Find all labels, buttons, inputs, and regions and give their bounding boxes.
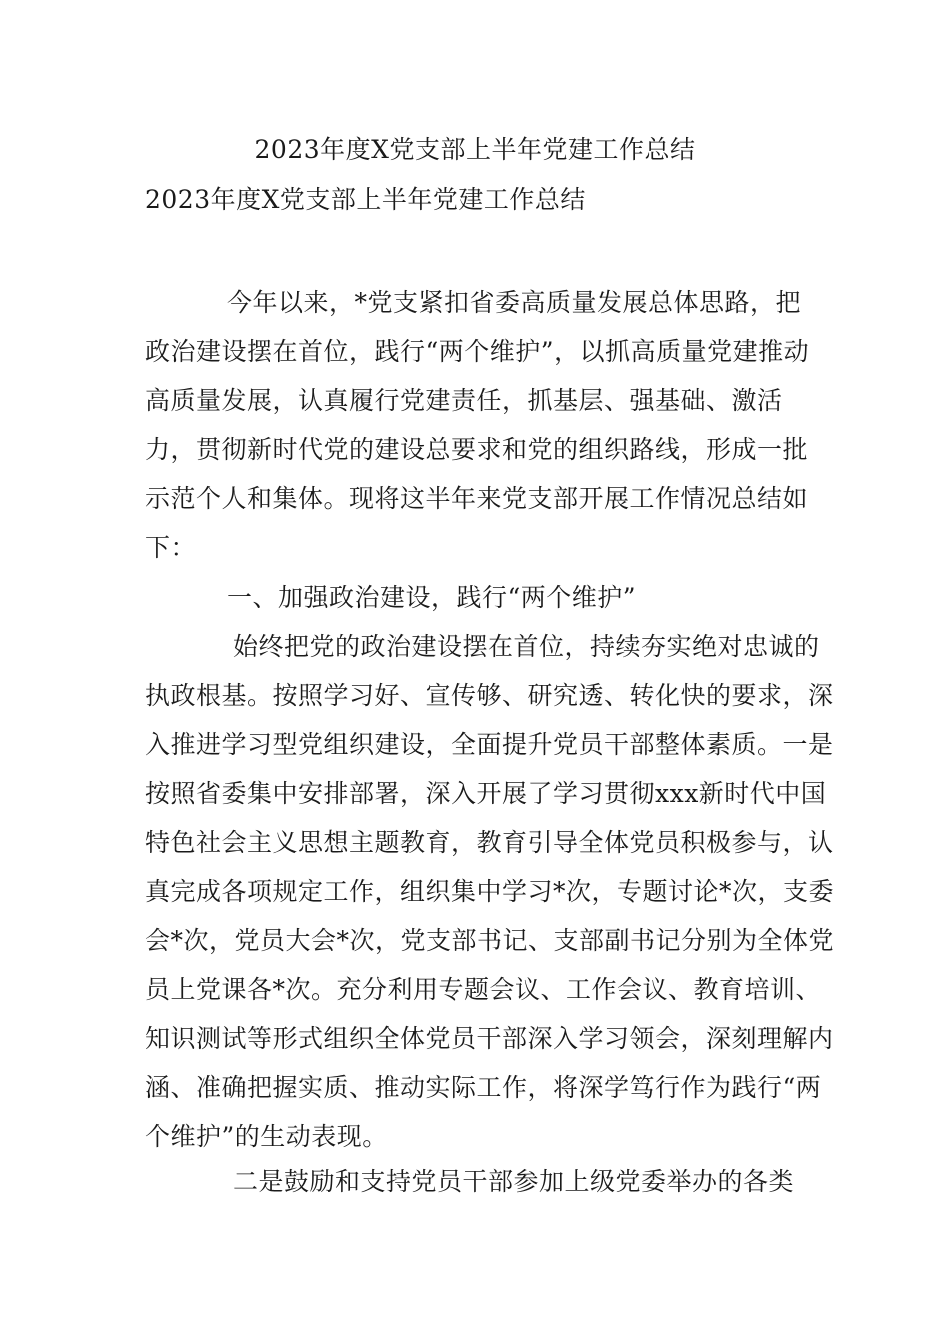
intro-paragraph: 今年以来，*党支紧扣省委高质量发展总体思路，把政治建设摆在首位，践行“两个维护”，以抓高质量党建推动高质量发展，认真履行党建责任，抓基层、强基础、激活力，贯彻新时代党的建设总要求和党的组织路线，形成一批示范个人和集体。现将这半年来党支部开展工作情况总结如下： [145,288,810,562]
section-1-paragraph: 始终把党的政治建设摆在首位，持续夯实绝对忠诚的执政根基。按照学习好、宣传够、研究透、转化快的要求，深入推进学习型党组织建设，全面提升党员干部整体素质。一是按照省委集中安排部署，深入开展了学习贯彻xxx新时代中国特色社会主义思想主题教育，教育引导全体党员积极参与，认真完成各项规定工作，组织集中学习*次，专题讨论*次，支委会*次，党员大会*次，党支部书记、支部副书记分别为全体党员上党课各*次。充分利用专题会议、工作会议、教育培训、知识测试等形式组织全体党员干部深入学习领会，深刻理解内涵、准确把握实质、推动实际工作，将深学笃行作为践行“两个维护”的生动表现。 [145,632,835,1151]
section-heading-1: 一、加强政治建设，践行“两个维护” [227,583,637,612]
document-title-centered: 2023年度X党支部上半年党建工作总结 [254,135,696,164]
document-title-left: 2023年度X党支部上半年党建工作总结 [145,185,586,214]
section-1-next-paragraph: 二是鼓励和支持党员干部参加上级党委举办的各类 [233,1167,795,1196]
